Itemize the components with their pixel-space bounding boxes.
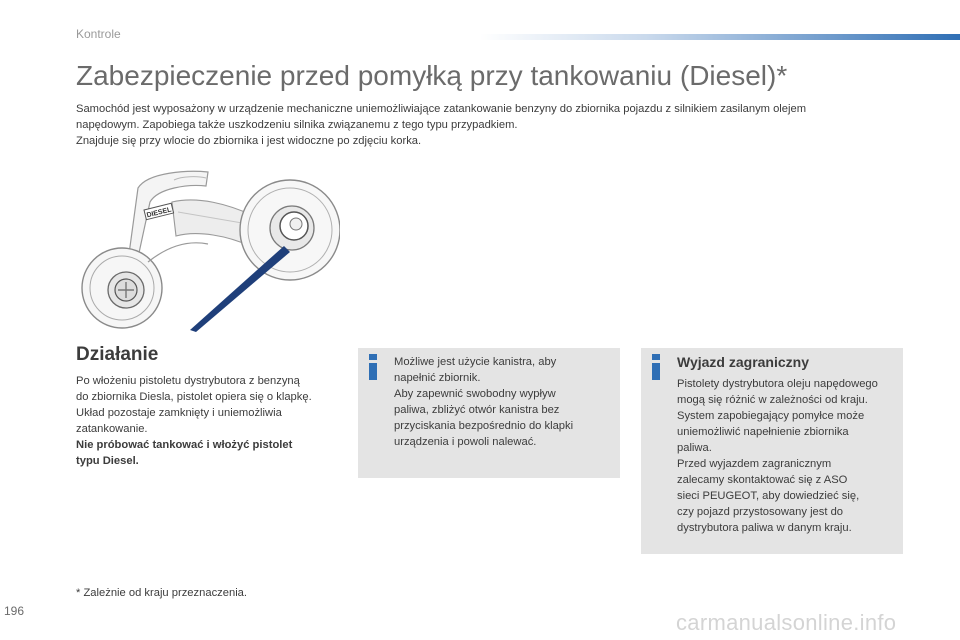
svg-text:DIESEL: DIESEL — [146, 206, 173, 220]
info-line: paliwa. — [677, 442, 712, 454]
operation-line: Układ pozostaje zamknięty i uniemożliwia — [76, 407, 282, 419]
page-number: 196 — [4, 604, 25, 618]
abroad-heading: Wyjazd zagraniczny — [677, 354, 810, 370]
info-line: Aby zapewnić swobodny wypływ — [394, 388, 556, 400]
info-abroad-text — [677, 376, 891, 536]
info-box-abroad — [641, 348, 903, 554]
info-line: dystrybutora paliwa w danym kraju. — [677, 522, 852, 534]
info-line: Przed wyjazdem zagranicznym — [677, 458, 832, 470]
info-line: urządzenia i powoli nalewać. — [394, 436, 537, 448]
operation-line: zatankowanie. — [76, 423, 148, 435]
info-canister-text — [394, 354, 608, 450]
info-line: Pistolety dystrybutora oleju napędowego — [677, 378, 878, 390]
operation-warning: Nie próbować tankować i włożyć pistolet — [76, 439, 293, 451]
intro-line: napędowym. Zapobiega także uszkodzeniu silnika związanemu z tego typu przypadkiem. — [76, 119, 518, 131]
info-line: czy pojazd przystosowany jest do — [677, 506, 844, 518]
info-icon — [366, 354, 380, 380]
info-icon — [649, 354, 663, 380]
watermark: carmanualsonline.info — [676, 610, 897, 635]
info-line: Możliwe jest użycie kanistra, aby — [394, 356, 557, 368]
intro-line: Znajduje się przy wlocie do zbiornika i jest widoczne po zdjęciu korka. — [76, 135, 422, 147]
info-line: sieci PEUGEOT, aby dowiedzieć się, — [677, 490, 860, 502]
footnote: * Zależnie od kraju przeznaczenia. — [76, 587, 248, 599]
info-line: zalecamy skontaktować się z ASO — [677, 474, 848, 486]
info-line: napełnić zbiornik. — [394, 372, 481, 384]
pointer-arrow — [190, 246, 290, 332]
info-box-canister — [358, 348, 620, 478]
page-title: Zabezpieczenie przed pomyłką przy tankowaniu (Diesel)* — [76, 60, 788, 91]
operation-heading: Działanie — [76, 344, 159, 365]
operation-line: Po włożeniu pistoletu dystrybutora z benzyną — [76, 375, 300, 387]
intro-line: Samochód jest wyposażony w urządzenie mechaniczne uniemożliwiające zatankowanie benzyny do zbiornika pojazdu z silnikiem zasilanym olejem — [76, 103, 807, 115]
operation-warning: typu Diesel. — [76, 455, 139, 467]
info-line: mogą się różnić w zależności od kraju. — [677, 394, 868, 406]
info-line: uniemożliwić napełnienie zbiornika — [677, 426, 849, 438]
operation-text — [76, 373, 346, 469]
info-line: System zapobiegający pomyłce może — [677, 410, 865, 422]
operation-line: do zbiornika Diesla, pistolet opiera się o klapkę. — [76, 391, 312, 403]
info-line: paliwa, zbliżyć otwór kanistra bez — [394, 404, 560, 416]
section-tab: Kontrole — [76, 27, 121, 41]
intro-text — [76, 101, 906, 149]
info-line: przyciskania bezpośrednio do klapki — [394, 420, 574, 432]
header-accent-bar — [480, 34, 960, 40]
fuel-filler-illustration — [78, 166, 340, 332]
